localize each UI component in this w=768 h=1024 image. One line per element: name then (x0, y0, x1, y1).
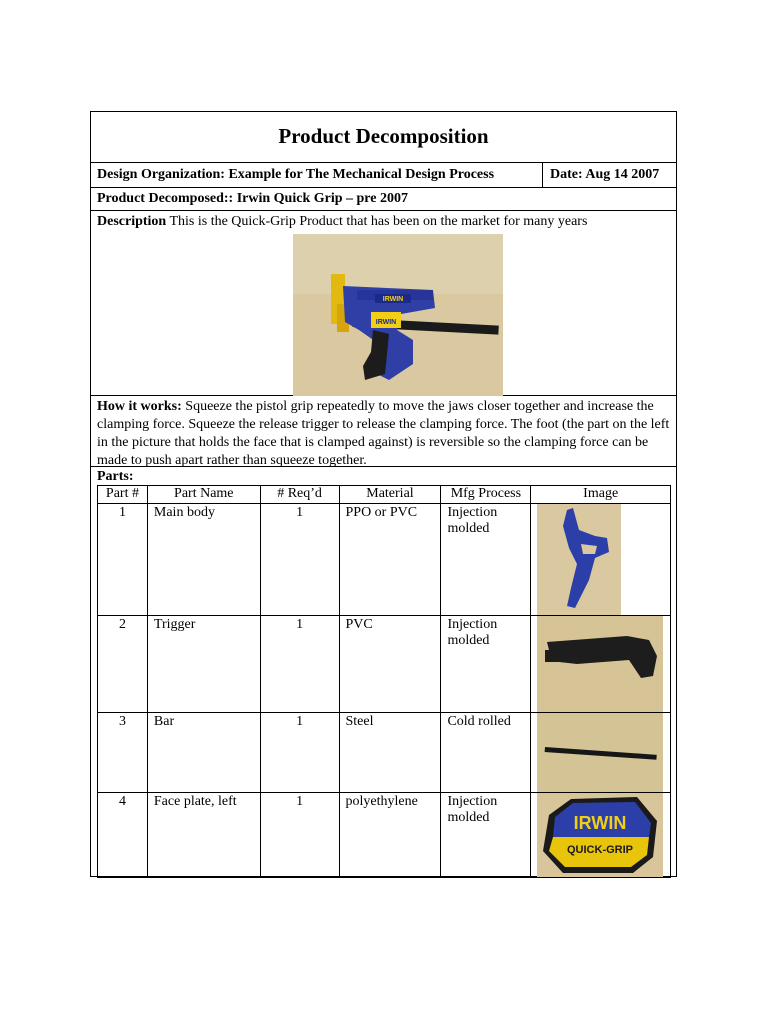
part-required: 1 (260, 793, 339, 878)
part-material: PVC (339, 616, 441, 713)
main-body-photo (537, 504, 621, 615)
description-text: This is the Quick-Grip Product that has been on the market for many years (166, 214, 588, 229)
part-material: polyethylene (339, 793, 441, 878)
header-image: Image (531, 486, 671, 504)
description (97, 214, 587, 230)
part-number: 1 (98, 504, 148, 616)
part-required: 1 (260, 616, 339, 713)
parts-table (97, 485, 671, 878)
part-process: Cold rolled (441, 713, 531, 793)
part-process: Injection molded (441, 793, 531, 878)
product-photo (293, 234, 503, 396)
part-name: Main body (147, 504, 260, 616)
product-decomposition-document (90, 111, 677, 877)
table-row (98, 504, 671, 616)
svg-text:IRWIN: IRWIN (375, 319, 397, 326)
header-material: Material (339, 486, 441, 504)
header-required: # Req’d (260, 486, 339, 504)
header-part-name: Part Name (147, 486, 260, 504)
product-decomposed-row (91, 188, 676, 211)
part-image-cell (531, 504, 671, 616)
parts-label: Parts: (97, 469, 134, 484)
part-number: 2 (98, 616, 148, 713)
part-required: 1 (260, 713, 339, 793)
table-header-row (98, 486, 671, 504)
part-process: Injection molded (441, 504, 531, 616)
part-name: Trigger (147, 616, 260, 713)
how-it-works-label: How it works: (97, 399, 182, 414)
trigger-photo (537, 616, 663, 712)
table-row (98, 793, 671, 878)
page-title: Product Decomposition (278, 124, 489, 148)
header-part-number: Part # (98, 486, 148, 504)
svg-text:IRWIN: IRWIN (382, 296, 404, 303)
how-it-works (97, 398, 670, 470)
brand-logo-text: IRWIN (573, 813, 627, 833)
how-it-works-row (91, 396, 676, 467)
design-org-row (91, 163, 676, 188)
title-row (91, 112, 676, 163)
description-row (91, 211, 676, 396)
table-row (98, 713, 671, 793)
part-process: Injection molded (441, 616, 531, 713)
product-decomposed: Product Decomposed:: Irwin Quick Grip – pre 2007 (97, 191, 408, 206)
description-label: Description (97, 214, 167, 229)
table-row (98, 616, 671, 713)
product-logo-text: QUICK-GRIP (567, 844, 634, 856)
part-number: 4 (98, 793, 148, 878)
part-material: Steel (339, 713, 441, 793)
part-name: Face plate, left (147, 793, 260, 878)
header-mfg-process: Mfg Process (441, 486, 531, 504)
part-name: Bar (147, 713, 260, 793)
part-image-cell (531, 713, 671, 793)
document-date: Date: Aug 14 2007 (550, 167, 660, 182)
bar-photo (537, 713, 663, 792)
part-image-cell (531, 616, 671, 713)
cell-divider (542, 163, 543, 187)
part-required: 1 (260, 504, 339, 616)
part-number: 3 (98, 713, 148, 793)
part-material: PPO or PVC (339, 504, 441, 616)
part-image-cell (531, 793, 671, 878)
design-organization: Design Organization: Example for The Mechanical Design Process (97, 167, 495, 182)
how-it-works-text: Squeeze the pistol grip repeatedly to move the jaws closer together and increase the clamping force. Squeeze the release trigger to release the clamping force. The foot (the part on the left in the picture that holds the face that is clamped against) is reversible so the clamping force can be made to push apart rather than squeeze together. (97, 399, 670, 468)
face-plate-photo (537, 793, 663, 877)
